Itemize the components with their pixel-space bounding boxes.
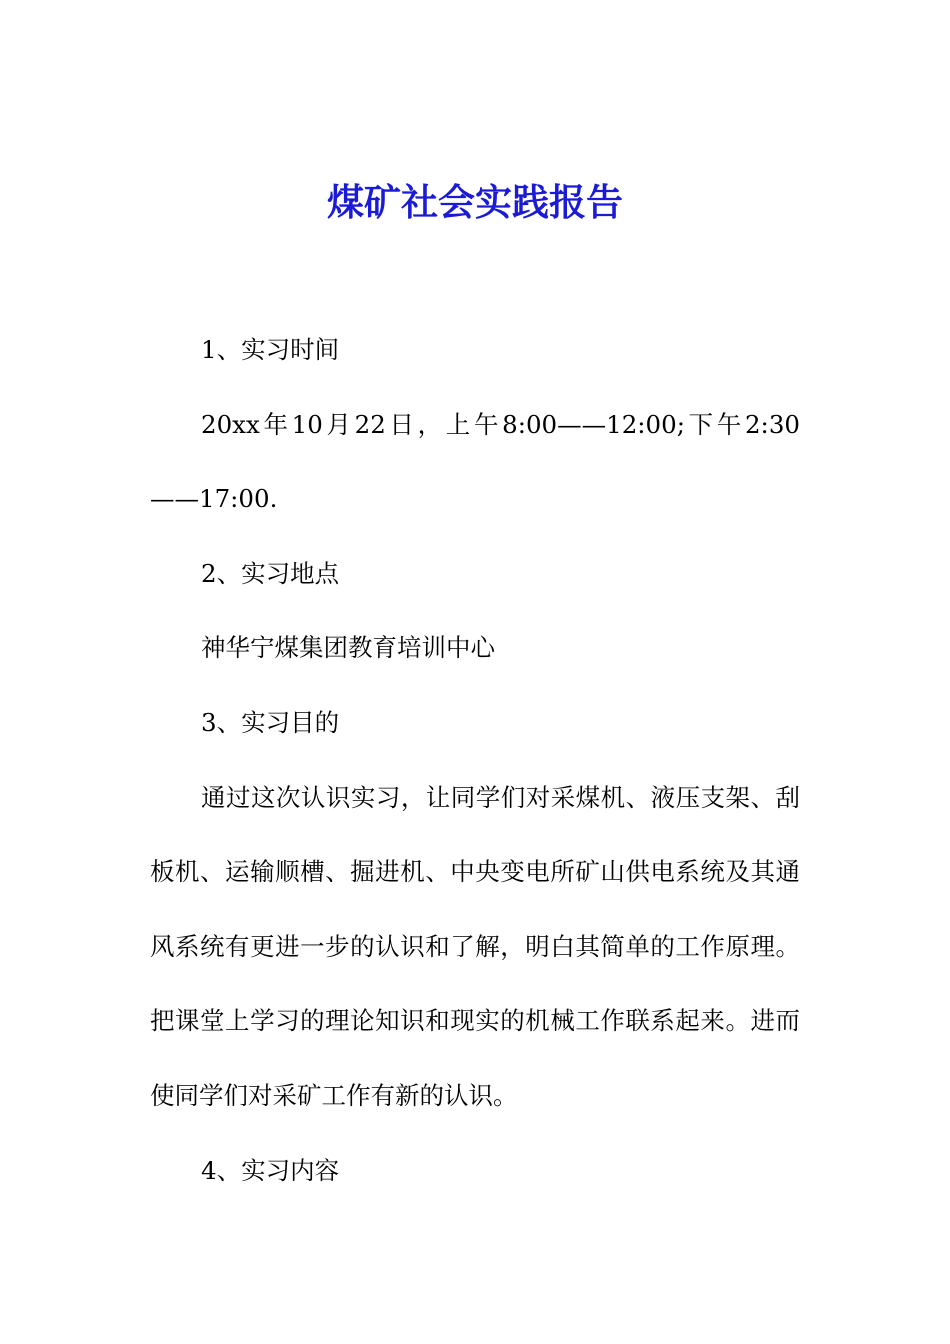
section-heading-purpose: 3、实习目的 [201,707,340,737]
paragraph-purpose-detail: 通过这次认识实习，让同学们对采煤机、液压支架、刮板机、运输顺槽、掘进机、中央变电所矿山供电系统及其通风系统有更进一步的认识和了解，明白其简单的工作原理。把课堂上学习的理论知识和现实的机械工作联系起来。进而使同学们对采矿工作有新的认识。 [150,782,800,1110]
paragraph-location-detail: 神华宁煤集团教育培训中心 [201,633,495,663]
section-heading-time: 1、实习时间 [201,335,340,364]
document-title: 煤矿社会实践报告 [327,180,623,224]
paragraph-time-detail: 20xx年10月22日，上午8:00——12:00;下午2:30——17:00. [150,409,800,514]
section-heading-content: 4、实习内容 [201,1155,340,1185]
document-body [150,313,800,1208]
section-heading-location: 2、实习地点 [201,558,340,588]
